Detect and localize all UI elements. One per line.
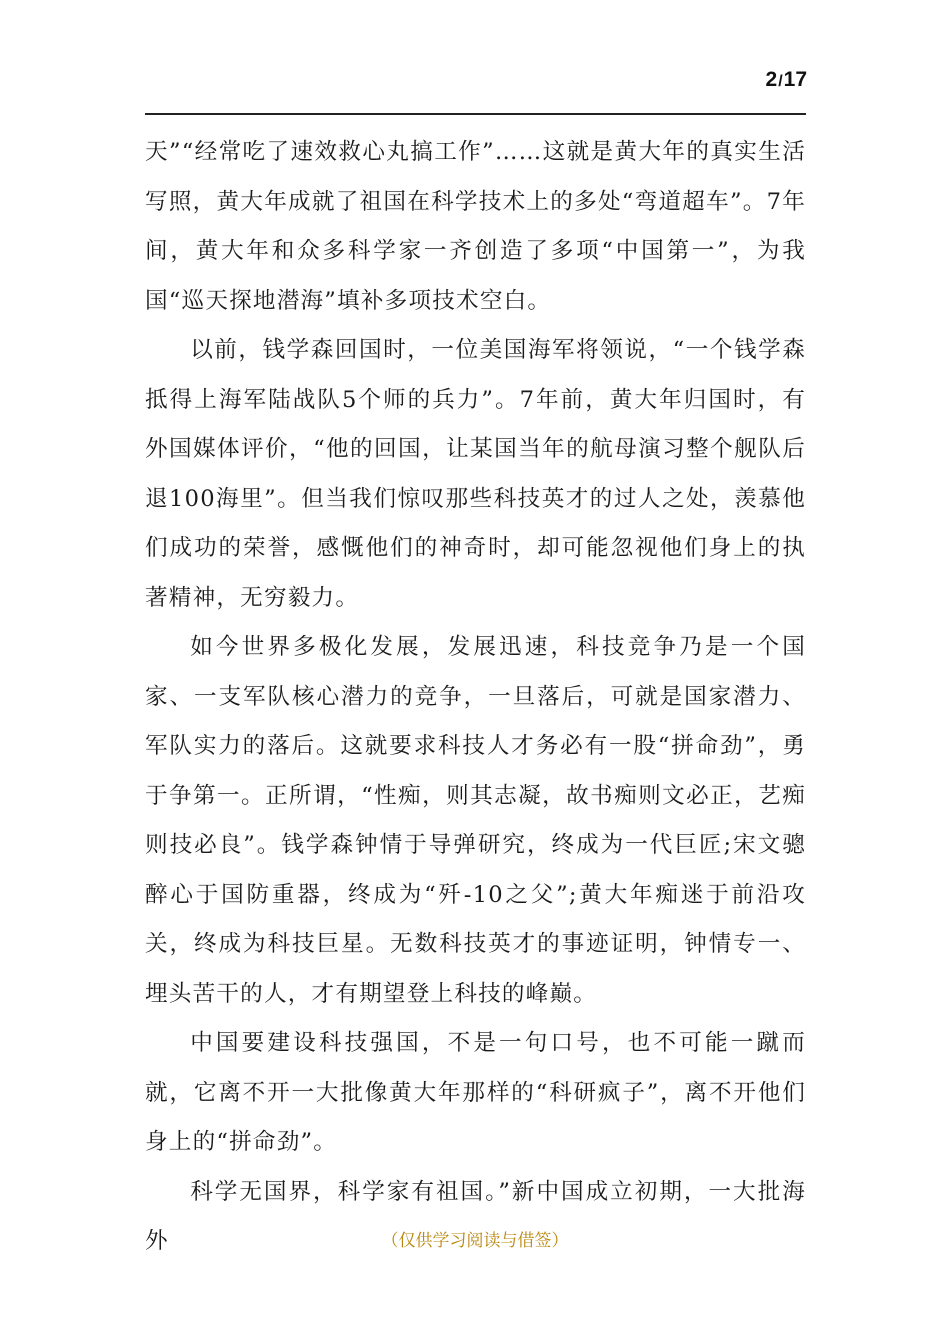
page-separator: /: [778, 73, 783, 90]
paragraph: 天”“经常吃了速效救心丸搞工作”……这就是黄大年的真实生活写照，黄大年成就了祖国在科学技术上的多处“弯道超车”。7年间，黄大年和众多科学家一齐创造了多项“中国第一”，为我国“巡天探地潜海”填补多项技术空白。: [145, 139, 806, 314]
document-body: [145, 128, 806, 1267]
page-current: 2: [765, 68, 778, 91]
paragraph: 科学无国界，科学家有祖国。”新中国成立初期，一大批海外: [145, 1178, 806, 1254]
page-number: [766, 68, 808, 92]
footer-disclaimer: （仅供学习阅读与借签）: [381, 1231, 569, 1251]
page-total: 17: [783, 68, 807, 91]
paragraph: 以前，钱学森回国时，一位美国海军将领说，“一个钱学森抵得上海军陆战队5个师的兵力”。7年前，黄大年归国时，有外国媒体评价，“他的回国，让某国当年的航母演习整个舰队后退100海里”。但当我们惊叹那些科技英才的过人之处，羡慕他们成功的荣誉，感慨他们的神奇时，却可能忽视他们身上的执著精神，无穷毅力。: [145, 337, 806, 611]
header-divider: [145, 113, 806, 115]
paragraph: 如今世界多极化发展，发展迅速，科技竞争乃是一个国家、一支军队核心潜力的竞争，一旦落后，可就是国家潜力、军队实力的落后。这就要求科技人才务必有一股“拼命劲”，勇于争第一。正所谓，“性痴，则其志凝，故书痴则文必正，艺痴则技必良”。钱学森钟情于导弹研究，终成为一代巨匠;宋文骢醉心于国防重器，终成为“歼-10之父”;黄大年痴迷于前沿攻关，终成为科技巨星。无数科技英才的事迹证明，钟情专一、埋头苦干的人，才有期望登上科技的峰巅。: [145, 634, 806, 1007]
paragraph: 中国要建设科技强国，不是一句口号，也不可能一蹴而就，它离不开一大批像黄大年那样的“科研疯子”，离不开他们身上的“拼命劲”。: [145, 1030, 806, 1155]
